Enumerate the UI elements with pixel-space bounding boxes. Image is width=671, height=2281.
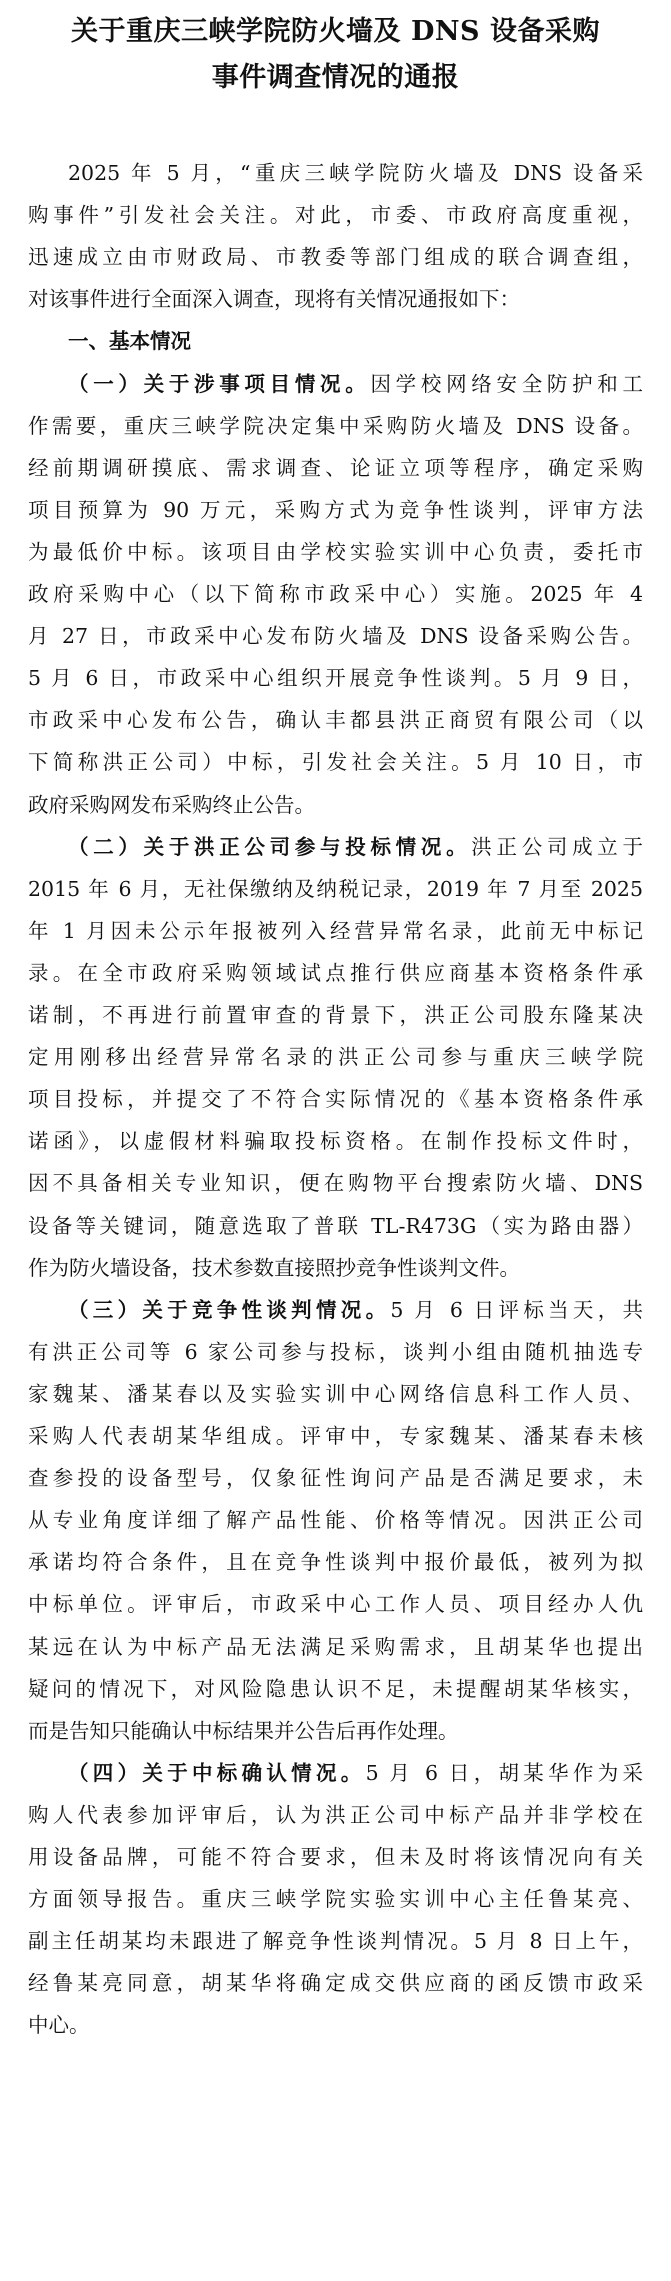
text-line xyxy=(28,1205,643,1247)
text-line xyxy=(28,194,643,236)
text-line xyxy=(28,952,643,994)
body-text: 中标单位。评审后，市政采中心工作人员、项目经办人仇 xyxy=(28,1592,643,1617)
body-text: 年 1 月因未公示年报被列入经营异常名录，此前无中标记 xyxy=(28,918,643,943)
body-text: 承诺均符合条件，且在竞争性谈判中报价最低，被列为拟 xyxy=(28,1550,643,1575)
body-text: 迅速成立由市财政局、市教委等部门组成的联合调查组， xyxy=(28,245,643,270)
text-line xyxy=(28,1457,643,1499)
text-line xyxy=(28,657,643,699)
text-line xyxy=(28,1710,643,1752)
text-line xyxy=(28,573,643,615)
text-line xyxy=(68,1752,643,1794)
text-line xyxy=(28,1541,643,1583)
body-text: 方面领导报告。重庆三峡学院实验实训中心主任鲁某亮、 xyxy=(28,1887,643,1912)
text-line xyxy=(68,363,643,405)
bold-heading-text: （四）关于中标确认情况。 xyxy=(68,1760,366,1785)
text-line xyxy=(28,2004,643,2046)
body-text: 下简称洪正公司）中标，引发社会关注。5 月 10 日，市 xyxy=(28,750,643,775)
text-line xyxy=(28,1120,643,1162)
text-line xyxy=(28,1078,643,1120)
body-text: 政府采购网发布采购终止公告。 xyxy=(28,792,315,817)
text-line xyxy=(28,1331,643,1373)
document-title-line-2: 事件调查情况的通报 xyxy=(211,62,460,93)
body-text: 项目预算为 90 万元，采购方式为竞争性谈判，评审方法 xyxy=(28,497,643,522)
text-line xyxy=(68,320,643,362)
body-text: 诺制，不再进行前置审查的背景下，洪正公司股东隆某决 xyxy=(28,1003,643,1027)
body-text: 因不具备相关专业知识，便在购物平台搜索防火墙、DNS xyxy=(28,1171,643,1196)
body-text: 市政采中心发布公告，确认丰都县洪正商贸有限公司（以 xyxy=(28,708,643,733)
text-line xyxy=(28,699,643,741)
body-text: 5 月 6 日，胡某华作为采 xyxy=(365,1760,643,1785)
text-line xyxy=(28,1794,643,1836)
text-line xyxy=(68,152,643,194)
text-line xyxy=(28,615,643,657)
body-text: 作为防火墙设备，技术参数直接照抄竞争性谈判文件。 xyxy=(28,1255,520,1280)
text-line xyxy=(28,741,643,783)
text-line xyxy=(28,236,643,278)
text-line xyxy=(28,784,643,826)
body-text: 2025 年 5 月，“重庆三峡学院防火墙及 DNS 设备采 xyxy=(68,161,643,185)
body-text: 某远在认为中标产品无法满足采购需求，且胡某华也提出 xyxy=(28,1634,643,1659)
bold-heading-text: （三）关于竞争性谈判情况。 xyxy=(68,1297,391,1322)
body-text: 从专业角度详细了解产品性能、价格等情况。因洪正公司 xyxy=(28,1508,643,1533)
body-text: 疑问的情况下，对风险隐患认识不足，未提醒胡某华核实， xyxy=(28,1676,643,1701)
document-title-line-1: 关于重庆三峡学院防火墙及 DNS 设备采购 xyxy=(71,16,600,47)
text-line xyxy=(28,489,643,531)
body-text: 而是告知只能确认中标结果并公告后再作处理。 xyxy=(28,1718,459,1743)
body-text: 有洪正公司等 6 家公司参与投标，谈判小组由随机抽选专 xyxy=(28,1339,643,1364)
text-line xyxy=(28,910,643,952)
text-line xyxy=(28,868,643,910)
body-text: 中心。 xyxy=(28,2013,90,2038)
body-text: 5 月 6 日，市政采中心组织开展竞争性谈判。5 月 9 日， xyxy=(28,666,643,691)
body-text: 查参投的设备型号，仅象征性询问产品是否满足要求，未 xyxy=(28,1466,643,1491)
body-text: 月 27 日，市政采中心发布防火墙及 DNS 设备采购公告。 xyxy=(28,624,643,649)
text-line xyxy=(28,1836,643,1878)
body-text: 对该事件进行全面深入调查，现将有关情况通报如下： xyxy=(28,287,520,312)
text-line xyxy=(28,994,643,1036)
body-text: 定用刚移出经营异常名录的洪正公司参与重庆三峡学院 xyxy=(28,1045,643,1070)
body-text: 政府采购中心（以下简称市政采中心）实施。2025 年 4 xyxy=(28,582,643,606)
body-text: 家魏某、潘某春以及实验实训中心网络信息科工作人员、 xyxy=(28,1381,643,1406)
text-line xyxy=(28,1036,643,1078)
text-line xyxy=(28,278,643,320)
text-line xyxy=(28,1415,643,1457)
text-line xyxy=(28,531,643,573)
body-text: 诺函》，以虚假材料骗取投标资格。在制作投标文件时， xyxy=(28,1129,643,1154)
body-text: 项目投标，并提交了不符合实际情况的《基本资格条件承 xyxy=(28,1087,643,1112)
text-line xyxy=(28,1373,643,1415)
text-line xyxy=(28,1920,643,1962)
body-text: 为最低价中标。该项目由学校实验实训中心负责，委托市 xyxy=(28,539,643,564)
body-text: 经鲁某亮同意，胡某华将确定成交供应商的函反馈市政采 xyxy=(28,1971,643,1996)
body-text: 因学校网络安全防护和工 xyxy=(370,371,643,396)
body-text: 5 月 6 日评标当天，共 xyxy=(390,1297,643,1322)
text-line xyxy=(28,1668,643,1710)
text-line xyxy=(68,826,643,868)
text-line xyxy=(28,447,643,489)
text-line xyxy=(68,1289,643,1331)
text-line xyxy=(28,1878,643,1920)
text-line xyxy=(28,1626,643,1668)
text-line xyxy=(28,405,643,447)
text-line xyxy=(28,1162,643,1204)
body-text: 洪正公司成立于 xyxy=(471,834,643,859)
body-text: 副主任胡某均未跟进了解竞争性谈判情况。5 月 8 日上午， xyxy=(28,1929,643,1954)
body-text: 用设备品牌，可能不符合要求，但未及时将该情况向有关 xyxy=(28,1845,643,1869)
text-line xyxy=(28,1583,643,1625)
bold-heading-text: 一、基本情况 xyxy=(68,329,191,354)
bold-heading-text: （二）关于洪正公司参与投标情况。 xyxy=(68,834,472,859)
body-text: 购人代表参加评审后，认为洪正公司中标产品并非学校在 xyxy=(28,1802,643,1827)
bold-heading-text: （一）关于涉事项目情况。 xyxy=(68,371,371,396)
body-text: 购事件”引发社会关注。对此，市委、市政府高度重视， xyxy=(28,203,643,228)
body-text: 经前期调研摸底、需求调查、论证立项等程序，确定采购 xyxy=(28,455,643,480)
body-text: 设备等关键词，随意选取了普联 TL-R473G（实为路由器） xyxy=(28,1213,643,1238)
text-line xyxy=(28,1247,643,1289)
body-text: 录。在全市政府采购领域试点推行供应商基本资格条件承 xyxy=(28,960,643,985)
text-line xyxy=(28,1962,643,2004)
body-text: 2015 年 6 月，无社保缴纳及纳税记录，2019 年 7 月至 2025 xyxy=(28,876,643,901)
text-line xyxy=(28,1499,643,1541)
body-text: 采购人代表胡某华组成。评审中，专家魏某、潘某春未核 xyxy=(28,1424,643,1448)
body-text: 作需要，重庆三峡学院决定集中采购防火墙及 DNS 设备。 xyxy=(28,413,643,438)
